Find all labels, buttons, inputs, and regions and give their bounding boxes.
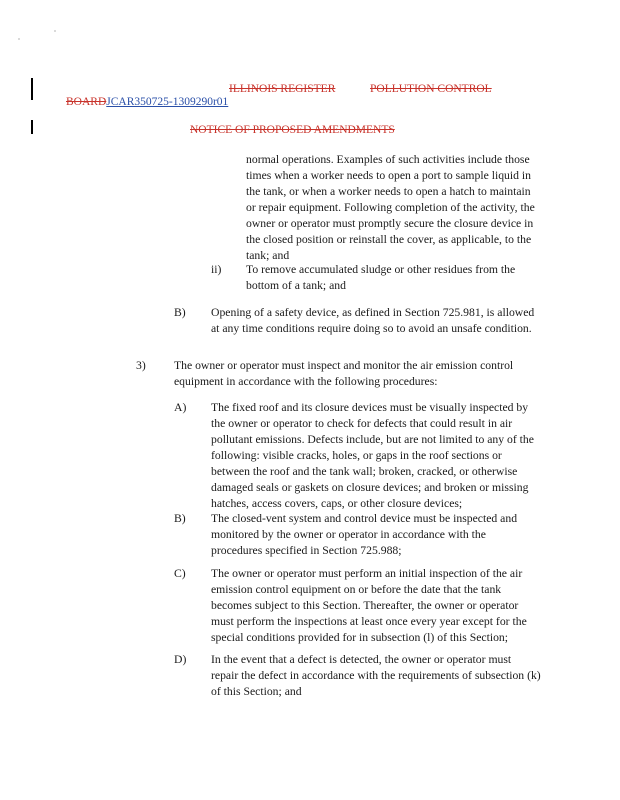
- item-c-text: The owner or operator must perform an initial inspection of the air emission control equipment on or before the date that the tank becomes subject to this Section. Thereafter, the owner or operator must perform the inspections at least once every year except for the special conditions provided for in subsection (l) of this Section;: [211, 567, 527, 644]
- header-board: BOARD: [66, 96, 107, 108]
- header-doc-id[interactable]: JCAR350725-1309290r01: [106, 96, 229, 108]
- item-b2-label: B): [174, 512, 186, 525]
- header-board-line: [66, 96, 228, 108]
- continued-paragraph: normal operations. Examples of such activities include those times when a worker needs to open a port to sample liquid in the tank, or when a worker needs to open a hatch to maintain or repair equipment. Following completion of the activity, the owner or operator must promptly secure the closure device in the closed position or reinstall the cover, as applicable, to the tank; and: [246, 153, 535, 262]
- header-right-title: POLLUTION CONTROL: [370, 83, 492, 95]
- item-a-label: A): [174, 401, 187, 414]
- item-3-label: 3): [136, 359, 146, 372]
- item-d-text: In the event that a defect is detected, the owner or operator must repair the defect in accordance with the requirements of subsection (k) of this Section; and: [211, 653, 541, 698]
- item-b1-label: B): [174, 306, 186, 319]
- item-b2-text: The closed-vent system and control device must be inspected and monitored by the owner or operator in accordance with the procedures specified in Section 725.988;: [211, 512, 518, 557]
- notice-title: NOTICE OF PROPOSED AMENDMENTS: [190, 124, 395, 136]
- item-3-text: The owner or operator must inspect and monitor the air emission control equipment in accordance with the following procedures:: [174, 359, 514, 388]
- item-ii-text: To remove accumulated sludge or other residues from the bottom of a tank; and: [246, 263, 516, 292]
- item-a-text: The fixed roof and its closure devices must be visually inspected by the owner or operator to check for defects that could result in air pollutant emissions. Defects include, but are not limited to any of the following: visible cracks, holes, or gaps in the roof sections or between the roof and the tank wall; broken, cracked, or otherwise damaged seals or gaskets on closure devices; and broken or missing hatches, access covers, caps, or other closure devices;: [211, 401, 534, 510]
- scan-speck: [54, 30, 56, 32]
- item-b1-text: Opening of a safety device, as defined in Section 725.981, is allowed at any time conditions require doing so to avoid an unsafe condition.: [211, 306, 535, 335]
- header-left-title: ILLINOIS REGISTER: [229, 83, 336, 95]
- revision-bar: [31, 78, 33, 100]
- item-c-label: C): [174, 567, 186, 580]
- item-ii-label: ii): [211, 263, 222, 276]
- revision-bar: [31, 120, 33, 134]
- scan-speck: [18, 38, 20, 40]
- item-d-label: D): [174, 653, 187, 666]
